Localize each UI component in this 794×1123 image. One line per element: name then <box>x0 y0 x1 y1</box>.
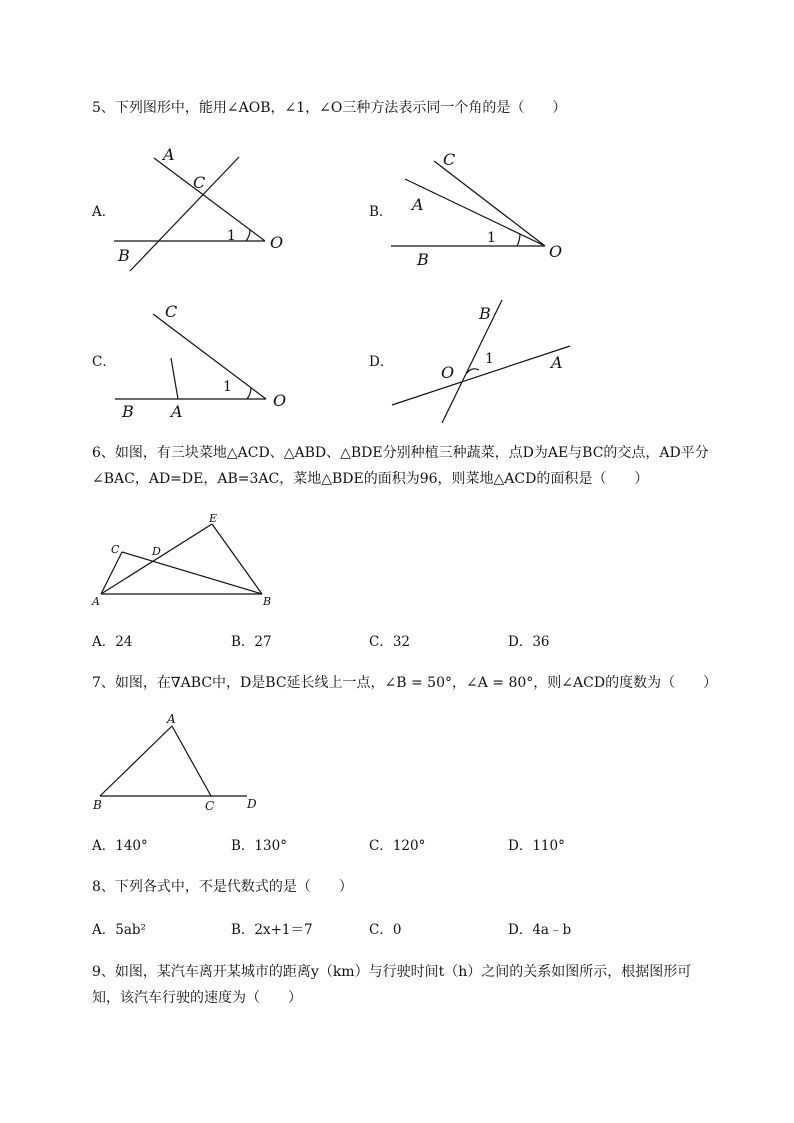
point-d-label: D <box>247 797 257 811</box>
angle-1-label: 1 <box>487 230 496 246</box>
angle-arc <box>517 234 520 246</box>
segment-ac <box>172 726 211 796</box>
point-a-label: A <box>163 145 175 164</box>
point-a-label: A <box>92 595 100 608</box>
ray-oc <box>153 314 266 399</box>
q5-figure-c <box>110 298 300 423</box>
point-o-label: O <box>270 233 284 252</box>
angle-arc <box>467 369 479 373</box>
q8-option-c[interactable]: C．0 <box>369 922 402 938</box>
q8-option-d[interactable]: D．4a﹣b <box>508 922 572 938</box>
point-a-label: A <box>412 195 424 214</box>
q5-option-d-label[interactable]: D． <box>369 354 394 370</box>
segment-eb <box>212 524 262 594</box>
q8-option-a[interactable]: A．5ab² <box>92 922 146 938</box>
point-o-label: O <box>549 242 563 261</box>
point-b-label: B <box>122 402 134 421</box>
angle-1-label: 1 <box>485 351 494 367</box>
q8-text: 8、下列各式中，不是代数式的是（ ） <box>92 879 353 895</box>
segment-ae <box>101 524 212 594</box>
q7-option-b[interactable]: B．130° <box>231 838 287 854</box>
q6-option-d[interactable]: D．36 <box>508 634 550 650</box>
point-c-label: C <box>111 543 120 556</box>
point-b-label: B <box>417 250 429 269</box>
point-c-label: C <box>443 150 456 169</box>
q5-figure-b <box>385 145 575 270</box>
q6-text-line1: 6、如图，有三块菜地△ACD、△ABD、△BDE分别种植三种蔬菜，点D为AE与BC的交点，AD平分 <box>92 445 709 461</box>
point-c-label: C <box>165 302 178 321</box>
point-o-label: O <box>441 363 455 382</box>
segment-cb <box>122 552 262 594</box>
q5-figure-a <box>110 140 300 280</box>
q6-option-a[interactable]: A．24 <box>92 634 133 650</box>
q6-option-c[interactable]: C．32 <box>369 634 411 650</box>
point-c-label: C <box>193 173 206 192</box>
angle-arc <box>247 388 251 399</box>
point-b-label: B <box>118 246 130 265</box>
angle-arc <box>246 230 250 241</box>
q7-option-d[interactable]: D．110° <box>508 838 565 854</box>
point-d-label: D <box>152 545 161 558</box>
angle-1-label: 1 <box>227 228 236 244</box>
point-a-label: A <box>171 402 183 421</box>
point-b-label: B <box>479 304 491 323</box>
q7-figure <box>90 710 265 820</box>
q7-text: 7、如图，在∇ABC中，D是BC延长线上一点，∠B = 50°，∠A = 80°，则∠ACD的度数为（ ） <box>92 675 718 691</box>
segment-ba <box>100 726 172 796</box>
q9-text-line1: 9、如图，某汽车离开某城市的距离y（km）与行驶时间t（h）之间的关系如图所示，根据图形可 <box>92 964 692 980</box>
angle-1-label: 1 <box>223 379 232 395</box>
q6-option-b[interactable]: B．27 <box>231 634 272 650</box>
q5-figure-d <box>385 295 580 425</box>
point-b-label: B <box>263 595 272 608</box>
point-c-label: C <box>205 799 215 813</box>
ray-oa <box>405 179 545 246</box>
q7-option-a[interactable]: A．140° <box>92 838 148 854</box>
point-b-label: B <box>93 798 102 812</box>
point-o-label: O <box>273 391 287 410</box>
q9-text-line2: 知，该汽车行驶的速度为（ ） <box>92 990 302 1006</box>
point-a-label: A <box>167 712 176 726</box>
q8-option-b[interactable]: B．2x+1＝7 <box>231 922 313 938</box>
line-c <box>130 157 239 271</box>
q5-option-b-label[interactable]: B． <box>369 204 393 220</box>
q5-option-c-label[interactable]: C． <box>92 354 116 370</box>
q5-text: 5、下列图形中，能用∠AOB，∠1，∠O三种方法表示同一个角的是（ ） <box>92 100 567 116</box>
ray-a <box>171 358 178 399</box>
q6-figure <box>90 510 280 610</box>
point-e-label: E <box>209 512 218 525</box>
q5-option-a-label[interactable]: A． <box>92 204 116 220</box>
line-oa <box>392 346 570 405</box>
point-a-label: A <box>551 353 563 372</box>
q6-text-line2: ∠BAC，AD=DE，AB=3AC，菜地△BDE的面积为96，则菜地△ACD的面积是（ ） <box>92 471 649 487</box>
q7-option-c[interactable]: C．120° <box>369 838 426 854</box>
